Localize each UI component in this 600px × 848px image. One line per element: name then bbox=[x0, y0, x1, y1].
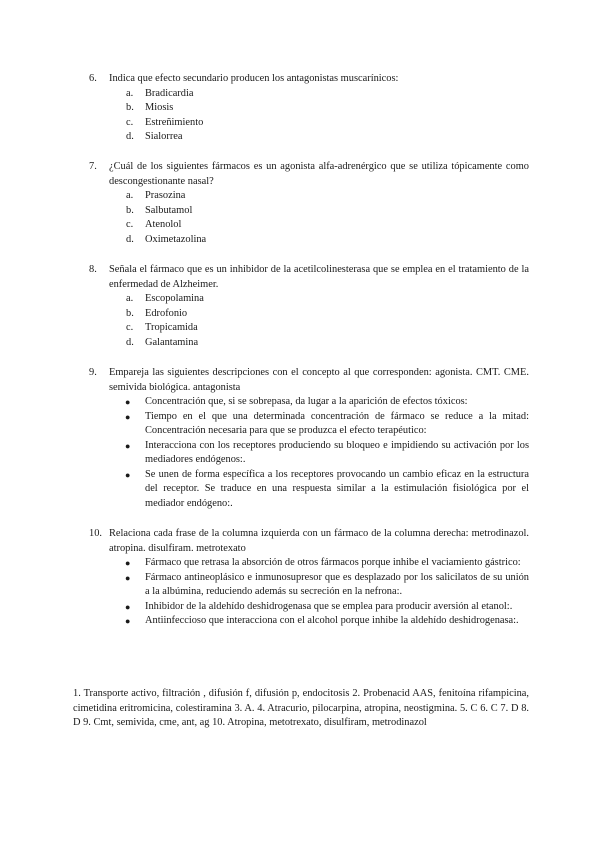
option-b bbox=[89, 101, 529, 116]
bullet-item bbox=[89, 395, 529, 410]
bullet-item bbox=[89, 410, 529, 439]
question-number: 8. bbox=[89, 264, 97, 275]
option-b bbox=[89, 204, 529, 219]
bullet-icon: ● bbox=[125, 469, 131, 480]
option-text: Oximetazolina bbox=[145, 233, 207, 245]
question-number: 6. bbox=[89, 73, 97, 84]
question-8 bbox=[89, 263, 529, 350]
option-text: Edrofonio bbox=[145, 307, 188, 319]
question-text: Relaciona cada frase de la columna izquierda con un fármaco de la columna derecha: metrodinazol. atropina. disulfiram. metrotexato bbox=[109, 528, 529, 554]
bullet-icon: ● bbox=[125, 397, 131, 407]
option-a bbox=[89, 87, 529, 102]
option-letter: d. bbox=[126, 336, 134, 348]
bullet-item bbox=[89, 439, 529, 468]
option-letter: b. bbox=[126, 307, 134, 319]
option-text: Prasozina bbox=[145, 190, 186, 201]
bullet-text: Tiempo en el que una determinada concentración de fármaco se reduce a la mitad: Concentración necesaria para que se produzca el efecto terapéutico: bbox=[145, 410, 529, 436]
option-letter: a. bbox=[126, 293, 134, 304]
option-text: Estreñimiento bbox=[145, 116, 204, 128]
question-10 bbox=[89, 527, 529, 629]
option-b bbox=[89, 307, 529, 322]
question-7 bbox=[89, 160, 529, 247]
option-c bbox=[89, 321, 529, 336]
bullet-text: Fármaco que retrasa la absorción de otros fármacos porque inhibe el vaciamiento gástrico: bbox=[145, 557, 521, 568]
bullet-icon: ● bbox=[125, 411, 131, 422]
option-letter: a. bbox=[126, 87, 134, 99]
bullet-icon: ● bbox=[125, 572, 131, 583]
option-text: Atenolol bbox=[145, 219, 182, 230]
question-text: Empareja las siguientes descripciones con el concepto al que corresponden: agonista. CMT. CME. semivida biológica. antagonista bbox=[109, 367, 529, 393]
option-letter: a. bbox=[126, 190, 134, 201]
option-text: Tropicamida bbox=[145, 322, 198, 333]
bullet-icon: ● bbox=[125, 601, 131, 612]
option-d bbox=[89, 336, 529, 351]
bullet-item bbox=[89, 600, 529, 615]
option-c bbox=[89, 218, 529, 233]
option-letter: c. bbox=[126, 219, 134, 230]
bullet-icon: ● bbox=[125, 440, 131, 451]
bullet-text: Interacciona con los receptores produciendo su bloqueo e impidiendo su activación por los mediadores endógenos:. bbox=[145, 439, 529, 465]
bullet-item bbox=[89, 468, 529, 512]
option-letter: b. bbox=[126, 204, 134, 216]
option-letter: c. bbox=[126, 116, 134, 128]
bullet-text: Antiinfeccioso que interacciona con el alcohol porque inhibe la aldehído deshidrogenasa:. bbox=[145, 615, 519, 626]
bullet-text: Concentración que, si se sobrepasa, da lugar a la aparición de efectos tóxicos: bbox=[145, 396, 468, 407]
answer-key: 1. Transporte activo, filtración , difusión f, difusión p, endocitosis 2. Probenacid AAS, fenitoína rifampicina, cimetidina eritromicina, colestiramina 3. A. 4. Atracurio, pilocarpina, atropina, neostigmina. 5. C 6. C 7. D 8. D 9. Cmt, semivida, cme, ant, ag 10. Atropina, metotrexato, disulfiram, metrodinazol bbox=[73, 688, 529, 728]
option-c bbox=[89, 116, 529, 131]
question-text: Indica que efecto secundario producen los antagonistas muscarínicos: bbox=[109, 73, 399, 84]
bullet-item bbox=[89, 556, 529, 571]
option-list bbox=[89, 292, 529, 350]
option-text: Sialorrea bbox=[145, 131, 183, 142]
question-number: 9. bbox=[89, 367, 97, 378]
option-text: Galantamina bbox=[145, 336, 199, 348]
option-list bbox=[89, 189, 529, 247]
option-text: Miosis bbox=[145, 102, 174, 113]
option-list bbox=[89, 87, 529, 145]
option-letter: b. bbox=[126, 102, 134, 113]
bullet-item bbox=[89, 614, 529, 629]
bullet-icon: ● bbox=[125, 616, 131, 626]
question-text: ¿Cuál de los siguientes fármacos es un agonista alfa-adrenérgico que se utiliza tópicamente como descongestionante nasal? bbox=[109, 161, 529, 187]
question-text: Señala el fármaco que es un inhibidor de la acetilcolinesterasa que se emplea en el tratamiento de la enfermedad de Alzheimer. bbox=[109, 264, 529, 290]
option-text: Bradicardia bbox=[145, 87, 194, 99]
option-text: Escopolamina bbox=[145, 293, 204, 304]
question-6 bbox=[89, 72, 529, 145]
question-number: 7. bbox=[89, 161, 97, 172]
bullet-text: Fármaco antineoplásico e inmunosupresor que es desplazado por los salicilatos de su unión a la albúmina, reduciendo además su secreción en la nefrona:. bbox=[145, 571, 529, 597]
bullet-item bbox=[89, 571, 529, 600]
option-letter: d. bbox=[126, 233, 134, 245]
option-text: Salbutamol bbox=[145, 204, 193, 216]
option-a bbox=[89, 292, 529, 307]
question-9 bbox=[89, 366, 529, 511]
option-d bbox=[89, 233, 529, 248]
bullet-icon: ● bbox=[125, 558, 131, 568]
option-letter: c. bbox=[126, 322, 134, 333]
option-d bbox=[89, 130, 529, 145]
option-letter: d. bbox=[126, 131, 134, 142]
option-a bbox=[89, 189, 529, 204]
question-number: 10. bbox=[89, 528, 102, 539]
bullet-text: Inhibidor de la aldehído deshidrogenasa que se emplea para producir aversión al etanol:. bbox=[145, 600, 513, 612]
bullet-text: Se unen de forma específica a los receptores provocando un cambio eficaz en la estructura del receptor. Se traduce en una respuesta similar a la estimulación fisiológica por el mediador endógeno:. bbox=[145, 468, 529, 509]
